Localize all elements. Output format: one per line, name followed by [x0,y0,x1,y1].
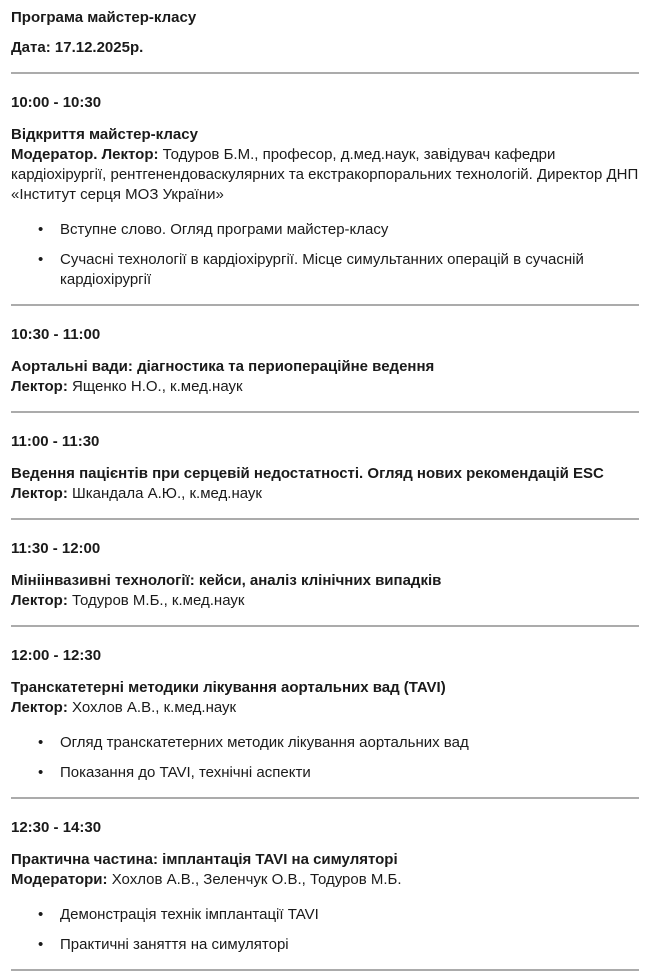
section-divider [11,72,639,74]
section-divider [11,625,639,627]
session-speaker-line [11,484,639,504]
document-title: Програма майстер-класу [11,9,197,26]
speaker-role-label: Лектор: [11,485,68,502]
session-speaker-line [11,870,639,890]
speaker-role-label: Лектор: [11,592,68,609]
bullet-item: • Огляд транскатетерних методик лікування аортальних вад [60,733,639,753]
section-divider [11,797,639,799]
session-bullet-list [11,733,639,783]
speaker-role-label: Лектор: [11,378,68,395]
session-block [11,411,639,504]
speaker-role-label: Модератор. Лектор: [11,146,159,163]
session-speaker-line [11,698,639,718]
session-speaker-line [11,377,639,397]
session-speaker-line [11,591,639,611]
bullet-item: • Вступне слово. Огляд програми майстер-класу [60,220,639,240]
session-block [11,625,639,783]
session-block [11,72,639,290]
session-title: Практична частина: імплантація TAVI на симуляторі [11,851,398,868]
speaker-names: Тодуров М.Б., к.мед.наук [72,592,245,609]
section-divider [11,304,639,306]
session-speaker-line [11,145,639,205]
speaker-role-label: Лектор: [11,699,68,716]
document-date: Дата: 17.12.2025р. [11,39,144,56]
session-title: Транскатетерні методики лікування аортальних вад (TAVI) [11,679,446,696]
session-time: 10:30 - 11:00 [11,326,101,343]
session-bullet-list [11,220,639,290]
section-divider [11,411,639,413]
speaker-names: Хохлов А.В., Зеленчук О.В., Тодуров М.Б. [111,871,402,888]
session-title: Відкриття майстер-класу [11,126,198,143]
speaker-names: Шкандала А.Ю., к.мед.наук [72,485,262,502]
session-time: 11:00 - 11:30 [11,433,100,450]
session-bullet-list [11,905,639,955]
session-block [11,304,639,397]
bullet-item: • Практичні заняття на симуляторі [60,935,639,955]
speaker-role-label: Модератори: [11,871,108,888]
speaker-names: Хохлов А.В., к.мед.наук [72,699,237,716]
session-time: 10:00 - 10:30 [11,94,102,111]
speaker-names: Тодуров Б.М., професор, д.мед.наук, завідувач кафедри кардіохірургії, рентгенендоваскулярних та екстракорпоральних технологій. Директор ДНП «Інститут серця МОЗ України» [11,146,639,203]
session-block [11,518,639,611]
bullet-item: • Показання до TAVI, технічні аспекти [60,763,639,783]
section-divider [11,518,639,520]
bullet-item: • Сучасні технології в кардіохірургії. Місце симультанних операцій в сучасній кардіохірургії [60,250,639,290]
session-title: Аортальні вади: діагностика та периопераційне ведення [11,358,435,375]
speaker-names: Ященко Н.О., к.мед.наук [72,378,243,395]
sessions-list [11,72,639,955]
session-time: 12:00 - 12:30 [11,647,102,664]
session-time: 12:30 - 14:30 [11,819,102,836]
bullet-item: • Демонстрація технік імплантації TAVI [60,905,639,925]
session-time: 11:30 - 12:00 [11,540,101,557]
session-title: Мініінвазивні технології: кейси, аналіз клінічних випадків [11,572,442,589]
session-block [11,797,639,955]
session-title: Ведення пацієнтів при серцевій недостатності. Огляд нових рекомендацій ESC [11,465,604,482]
